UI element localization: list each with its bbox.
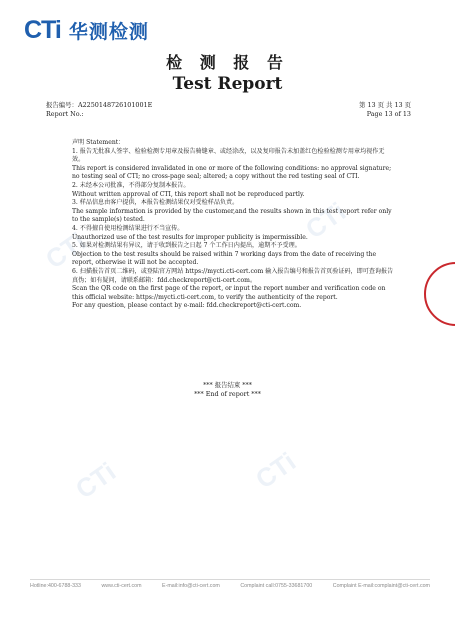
footer-email: E-mail:info@cti-cert.com xyxy=(162,583,220,589)
footer-complaint-email: Complaint E-mail:complaint@cti-cert.com xyxy=(332,583,430,589)
report-number-cn: 报告编号：A2250148726101001E xyxy=(46,101,153,109)
footer-divider xyxy=(30,579,430,580)
page-indicator xyxy=(359,101,411,119)
statement-item-en: The sample information is provided by the customer,and the results shown in this test report refer only to the sample(s) tested. xyxy=(72,207,392,224)
watermark: CTi xyxy=(250,446,302,495)
statement-item-cn: 6. 扫描报告首页二维码，或登陆官方网站 https://mycti.cti-cert.com 输入报告编号和报告首页验证码，即可查询报告真伪；如有疑问，请联系邮箱：fdd.checkreport@cti-cert.com。 xyxy=(72,267,394,284)
footer-website: www.cti-cert.com xyxy=(101,583,142,589)
logo-chinese-name: 华测检测 xyxy=(68,20,149,43)
statement-item-cn: 1. 报告无批准人签字、检验检测专用章及报告骑缝章、或经涂改，以及复印报告未加盖红色检验检测专用章均视作无效。 xyxy=(72,147,385,164)
statement-item-en: For any question, please contact by e-mail: fdd.checkreport@cti-cert.com. xyxy=(72,302,302,310)
statement-item-en: Unauthorized use of the test results for improper publicity is impermissible. xyxy=(72,233,308,241)
statement-item-cn: 4. 不得擅自使用检测结果进行不当宣传。 xyxy=(72,224,184,232)
seal-stamp xyxy=(424,262,455,326)
report-title-english: Test Report xyxy=(172,74,283,94)
statement-item-en: Scan the QR code on the first page of the report, or input the report number and verification code on this official website: https://mycti.cti-cert.com, to verify the authenticity of the report. xyxy=(72,285,386,301)
watermark: CTi xyxy=(70,456,122,505)
statement-heading: 声明 Statement： xyxy=(72,139,125,146)
statement-item-en: Without written approval of CTI, this report shall not be reproduced partly. xyxy=(72,190,305,198)
footer xyxy=(30,583,430,589)
company-logo xyxy=(24,17,149,43)
page-indicator-cn: 第 13 页 共 13 页 xyxy=(359,101,411,109)
statement-item-cn: 5. 如果对检测结果有异议，请于收到报告之日起 7 个工作日内提出，逾期不予受理。 xyxy=(72,242,301,250)
report-title-chinese: 检 测 报 告 xyxy=(166,53,289,72)
end-of-report-en: *** End of report *** xyxy=(194,390,261,398)
footer-hotline: Hotline:400-6788-333 xyxy=(30,583,81,589)
statement-item-en: Objection to the test results should be raised within 7 working days from the date of receiving the report, otherwise it will not be accepted. xyxy=(72,250,377,267)
end-of-report-cn: *** 报告结束 *** xyxy=(203,381,252,389)
page-indicator-en: Page 13 of 13 xyxy=(366,110,411,118)
statement-item-cn: 3. 样品信息由客户提供，本报告检测结果仅对受检样品负责。 xyxy=(72,199,239,207)
statement-section xyxy=(72,139,394,311)
report-number xyxy=(46,101,152,119)
footer-complaint-call: Complaint call:0755-33681700 xyxy=(240,583,313,589)
statement-item-en: This report is considered invalidated in one or more of the following conditions: no approval signature; no testing seal of CTI; no cross-page seal; altered; a copy without the red testing seal of CTI. xyxy=(72,164,392,181)
watermark: CTi xyxy=(300,196,352,245)
report-number-en: Report No.: xyxy=(46,110,84,118)
statement-item-cn: 2. 未经本公司批准，不得部分复制本报告。 xyxy=(72,181,190,189)
watermark: CTi xyxy=(40,226,92,275)
logo-text: CTi xyxy=(24,15,61,44)
